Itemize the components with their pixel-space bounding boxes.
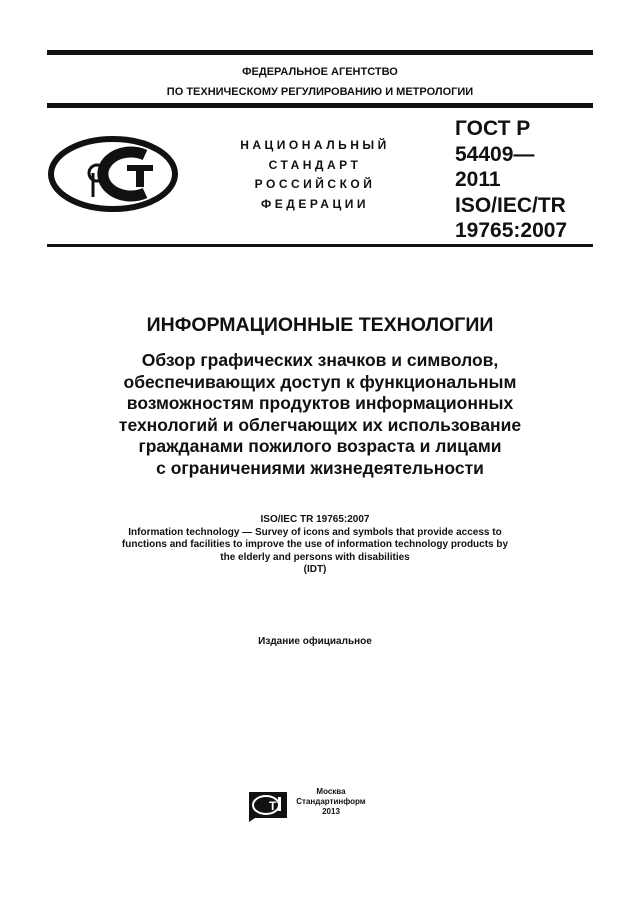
document-subtitle (40, 350, 600, 480)
subtitle-line: Обзор графических значков и символов, (141, 350, 499, 370)
edition-label: Издание официальное (258, 636, 372, 647)
agency-line: ФЕДЕРАЛЬНОЕ АГЕНТСТВО (242, 66, 398, 78)
designation-line: 54409— (455, 142, 535, 166)
subtitle-line: обеспечивающих доступ к функциональным (123, 371, 517, 392)
label-line: СТАНДАРТ (268, 157, 362, 172)
english-title-line: Information technology — Survey of icons and symbols that provide access to (128, 526, 502, 538)
english-title-line: the elderly and persons with disabilities (220, 551, 410, 563)
subtitle-line: возможностям продуктов информационных (126, 393, 514, 414)
national-standard-label (215, 136, 415, 214)
designation-line: ISO/IEC/TR (455, 193, 566, 217)
publisher-city: Москва (316, 787, 346, 796)
publisher-info (296, 787, 366, 817)
subtitle-line: с ограничениями жизнедеятельности (156, 457, 484, 478)
publisher-logo (247, 788, 291, 824)
designation-line: 19765:2007 (455, 219, 568, 242)
agency-rule (47, 103, 593, 108)
subtitle-line: гражданами пожилого возраста и лицами (138, 436, 502, 457)
label-line: ФЕДЕРАЦИИ (261, 196, 369, 211)
equivalence-label: (IDT) (303, 564, 327, 575)
english-title-block (60, 514, 570, 577)
header-bottom-rule (47, 244, 593, 247)
svg-text:Т: Т (269, 799, 277, 813)
iso-reference: ISO/IEC TR 19765:2007 (260, 514, 370, 525)
agency-line: ПО ТЕХНИЧЕСКОМУ РЕГУЛИРОВАНИЮ И МЕТРОЛОГИИ (166, 86, 474, 98)
designation-line: 2011 (455, 168, 501, 191)
publisher-name: Стандартинформ (296, 797, 366, 806)
standard-designation (455, 116, 567, 244)
subtitle-line: технологий и облегчающих их использование (118, 414, 522, 435)
label-line: НАЦИОНАЛЬНЫЙ (240, 138, 390, 152)
designation-line: ГОСТ Р (455, 117, 531, 140)
publication-year: 2013 (322, 807, 340, 816)
gost-r-logo (47, 135, 179, 213)
agency-name (47, 62, 593, 102)
label-line: РОССИЙСКОЙ (254, 177, 376, 191)
top-rule (47, 50, 593, 55)
english-title-line: functions and facilities to improve the use of information technology products by (121, 539, 509, 550)
document-title: ИНФОРМАЦИОННЫЕ ТЕХНОЛОГИИ (146, 314, 494, 336)
